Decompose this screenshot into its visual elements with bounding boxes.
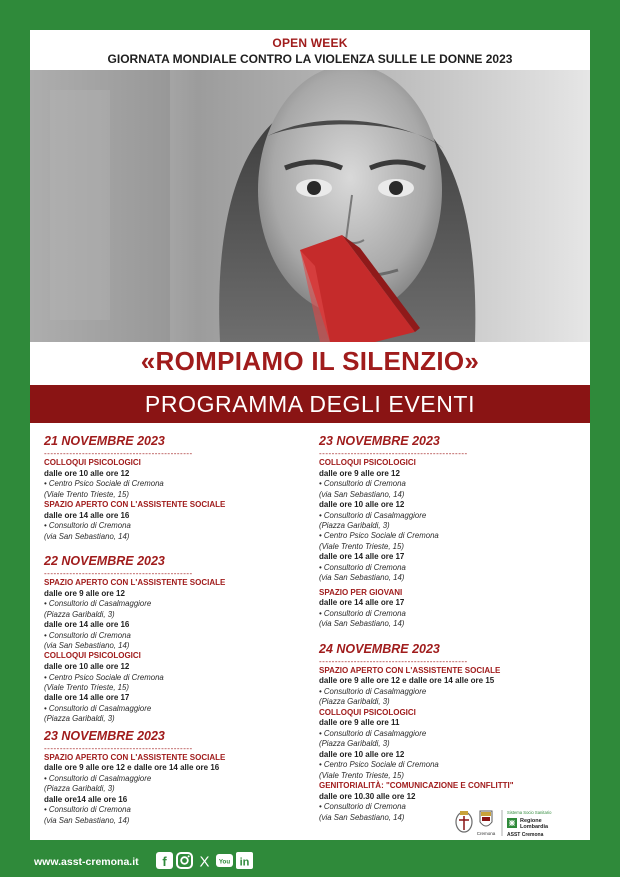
footer bbox=[30, 850, 590, 874]
event-subtitle: GIORNATA MONDIALE CONTRO LA VIOLENZA SULLE LE DONNE 2023 bbox=[107, 52, 513, 66]
event-venue: • Consultorio di Casalmaggiore bbox=[44, 599, 152, 609]
event-time: dalle ore 14 alle ore 17 bbox=[44, 693, 130, 703]
event-venue: • Centro Psico Sociale di Cremona bbox=[44, 672, 164, 682]
event-category: SPAZIO PER GIOVANI bbox=[319, 587, 403, 597]
event-address: (Piazza Garibaldi, 3) bbox=[44, 784, 115, 794]
svg-text:in: in bbox=[239, 856, 250, 869]
date-heading: 23 NOVEMBRE 2023 bbox=[44, 728, 165, 743]
event-time: dalle ore14 alle ore 16 bbox=[44, 794, 128, 804]
instagram-icon[interactable] bbox=[176, 852, 193, 869]
date-heading: 22 NOVEMBRE 2023 bbox=[44, 554, 165, 568]
event-venue: • Consultorio di Casalmaggiore bbox=[319, 510, 427, 520]
event-address: (via San Sebastiano, 14) bbox=[319, 619, 405, 629]
event-venue: • Centro Psico Sociale di Cremona bbox=[319, 760, 439, 770]
campaign-slogan: «ROMPIAMO IL SILENZIO» bbox=[140, 346, 480, 376]
event-address: (Viale Trento Trieste, 15) bbox=[319, 541, 404, 551]
event-category: COLLOQUI PSICOLOGICI bbox=[319, 707, 416, 717]
event-category: SPAZIO APERTO CON L'ASSISTENTE SOCIALE bbox=[44, 752, 226, 762]
event-venue: • Centro Psico Sociale di Cremona bbox=[44, 479, 164, 489]
event-address: (via San Sebastiano, 14) bbox=[319, 489, 405, 499]
svg-text:Cremona: Cremona bbox=[476, 831, 496, 836]
event-address: (via San Sebastiano, 14) bbox=[319, 812, 405, 822]
event-category: SPAZIO APERTO CON L'ASSISTENTE SOCIALE bbox=[44, 578, 226, 587]
event-address: (Piazza Garibaldi, 3) bbox=[319, 697, 390, 707]
date-heading: 23 NOVEMBRE 2023 bbox=[319, 434, 440, 448]
dash-separator: ----------------------------------------------- bbox=[44, 743, 193, 753]
event-time: dalle ore 9 alle ore 12 e dalle ore 14 alle ore 16 bbox=[44, 763, 220, 773]
event-category: COLLOQUI PSICOLOGICI bbox=[319, 458, 416, 467]
event-venue: • Consultorio di Casalmaggiore bbox=[319, 686, 427, 696]
event-time: dalle ore 10.30 alle ore 12 bbox=[319, 791, 416, 801]
event-venue: • Consultorio di Casalmaggiore bbox=[44, 774, 152, 783]
poster bbox=[30, 30, 590, 840]
event-address: (Piazza Garibaldi, 3) bbox=[319, 521, 390, 530]
svg-text:X: X bbox=[199, 853, 210, 869]
event-venue: • Consultorio di Cremona bbox=[44, 630, 131, 640]
event-address: (via San Sebastiano, 14) bbox=[44, 815, 130, 825]
svg-text:ASST Cremona: ASST Cremona bbox=[507, 832, 544, 838]
event-address: (Viale Trento Trieste, 15) bbox=[44, 683, 129, 692]
event-address: (Piazza Garibaldi, 3) bbox=[44, 714, 115, 724]
event-address: (Viale Trento Trieste, 15) bbox=[44, 489, 129, 499]
x-twitter-icon[interactable] bbox=[196, 852, 213, 869]
event-time: dalle ore 14 alle ore 17 bbox=[319, 552, 405, 562]
event-address: (via San Sebastiano, 14) bbox=[319, 573, 405, 583]
event-time: dalle ore 14 alle ore 17 bbox=[319, 598, 405, 608]
event-category: COLLOQUI PSICOLOGICI bbox=[44, 651, 141, 661]
event-address: (Viale Trento Trieste, 15) bbox=[319, 770, 404, 780]
dash-separator: ----------------------------------------------- bbox=[44, 449, 193, 458]
regione-lombardia-logo bbox=[507, 810, 552, 838]
event-time: dalle ore 14 alle ore 16 bbox=[44, 510, 130, 520]
event-time: dalle ore 10 alle ore 12 bbox=[44, 662, 130, 671]
event-address: (via San Sebastiano, 14) bbox=[44, 641, 130, 650]
city-crest-icon bbox=[456, 811, 472, 832]
event-venue: • Consultorio di Cremona bbox=[319, 562, 406, 572]
event-time: dalle ore 9 alle ore 11 bbox=[319, 718, 400, 728]
svg-text:Sistema Socio Sanitario: Sistema Socio Sanitario bbox=[507, 810, 552, 815]
woman-with-tape-illustration bbox=[30, 70, 590, 342]
event-venue: • Consultorio di Casalmaggiore bbox=[319, 728, 427, 738]
event-time: dalle ore 9 alle ore 12 e dalle ore 14 alle ore 15 bbox=[319, 676, 495, 686]
event-venue: • Consultorio di Cremona bbox=[319, 479, 406, 489]
event-venue: • Consultorio di Cremona bbox=[319, 802, 406, 812]
hero-photo bbox=[30, 70, 590, 342]
dash-separator: ----------------------------------------------- bbox=[319, 449, 468, 458]
partner-logos bbox=[452, 808, 582, 838]
event-address: (via San Sebastiano, 14) bbox=[44, 531, 130, 541]
website-link[interactable]: www.asst-cremona.it bbox=[34, 856, 139, 868]
youtube-icon[interactable] bbox=[216, 852, 233, 869]
poster-header bbox=[30, 30, 590, 70]
event-time: dalle ore 9 alle ore 12 bbox=[44, 588, 125, 598]
programme-title-band: PROGRAMMA DEGLI EVENTI bbox=[30, 385, 590, 423]
linkedin-icon[interactable] bbox=[236, 852, 253, 869]
event-time: dalle ore 9 alle ore 12 bbox=[319, 468, 400, 478]
event-venue: • Consultorio di Cremona bbox=[319, 608, 406, 618]
schedule-column-right bbox=[319, 434, 569, 823]
event-time: dalle ore 10 alle ore 12 bbox=[319, 749, 405, 759]
event-venue: • Consultorio di Cremona bbox=[44, 805, 131, 815]
event-category: GENITORIALITÀ: "COMUNICAZIONE E CONFLITTI" bbox=[319, 781, 514, 791]
event-venue: • Consultorio di Casalmaggiore bbox=[44, 704, 152, 713]
svg-text:Regione: Regione bbox=[520, 818, 542, 824]
facebook-icon[interactable] bbox=[156, 852, 173, 869]
institution-logos-graphic bbox=[452, 808, 582, 838]
schedule-column-left bbox=[44, 434, 294, 826]
event-category: SPAZIO APERTO CON L'ASSISTENTE SOCIALE bbox=[319, 665, 501, 675]
date-heading: 21 NOVEMBRE 2023 bbox=[44, 434, 165, 448]
event-address: (Piazza Garibaldi, 3) bbox=[44, 609, 115, 619]
event-venue: • Centro Psico Sociale di Cremona bbox=[319, 531, 439, 541]
dash-separator: ----------------------------------------------- bbox=[319, 656, 468, 666]
event-time: dalle ore 10 alle ore 12 bbox=[319, 500, 405, 509]
event-category: COLLOQUI PSICOLOGICI bbox=[44, 458, 141, 467]
event-address: (Piazza Garibaldi, 3) bbox=[319, 739, 390, 749]
open-week-label: OPEN WEEK bbox=[272, 36, 348, 50]
social-links bbox=[156, 852, 253, 869]
svg-text:f: f bbox=[162, 854, 167, 869]
date-heading: 24 NOVEMBRE 2023 bbox=[319, 641, 440, 656]
dash-separator: ----------------------------------------------- bbox=[44, 569, 193, 578]
svg-text:You: You bbox=[218, 858, 231, 866]
event-category: SPAZIO APERTO CON L'ASSISTENTE SOCIALE bbox=[44, 500, 226, 509]
cremona-crest-icon bbox=[477, 811, 496, 836]
event-time: dalle ore 14 alle ore 16 bbox=[44, 620, 130, 629]
svg-text:Lombardia: Lombardia bbox=[520, 824, 549, 830]
event-time: dalle ore 10 alle ore 12 bbox=[44, 468, 130, 478]
event-venue: • Consultorio di Cremona bbox=[44, 521, 131, 531]
